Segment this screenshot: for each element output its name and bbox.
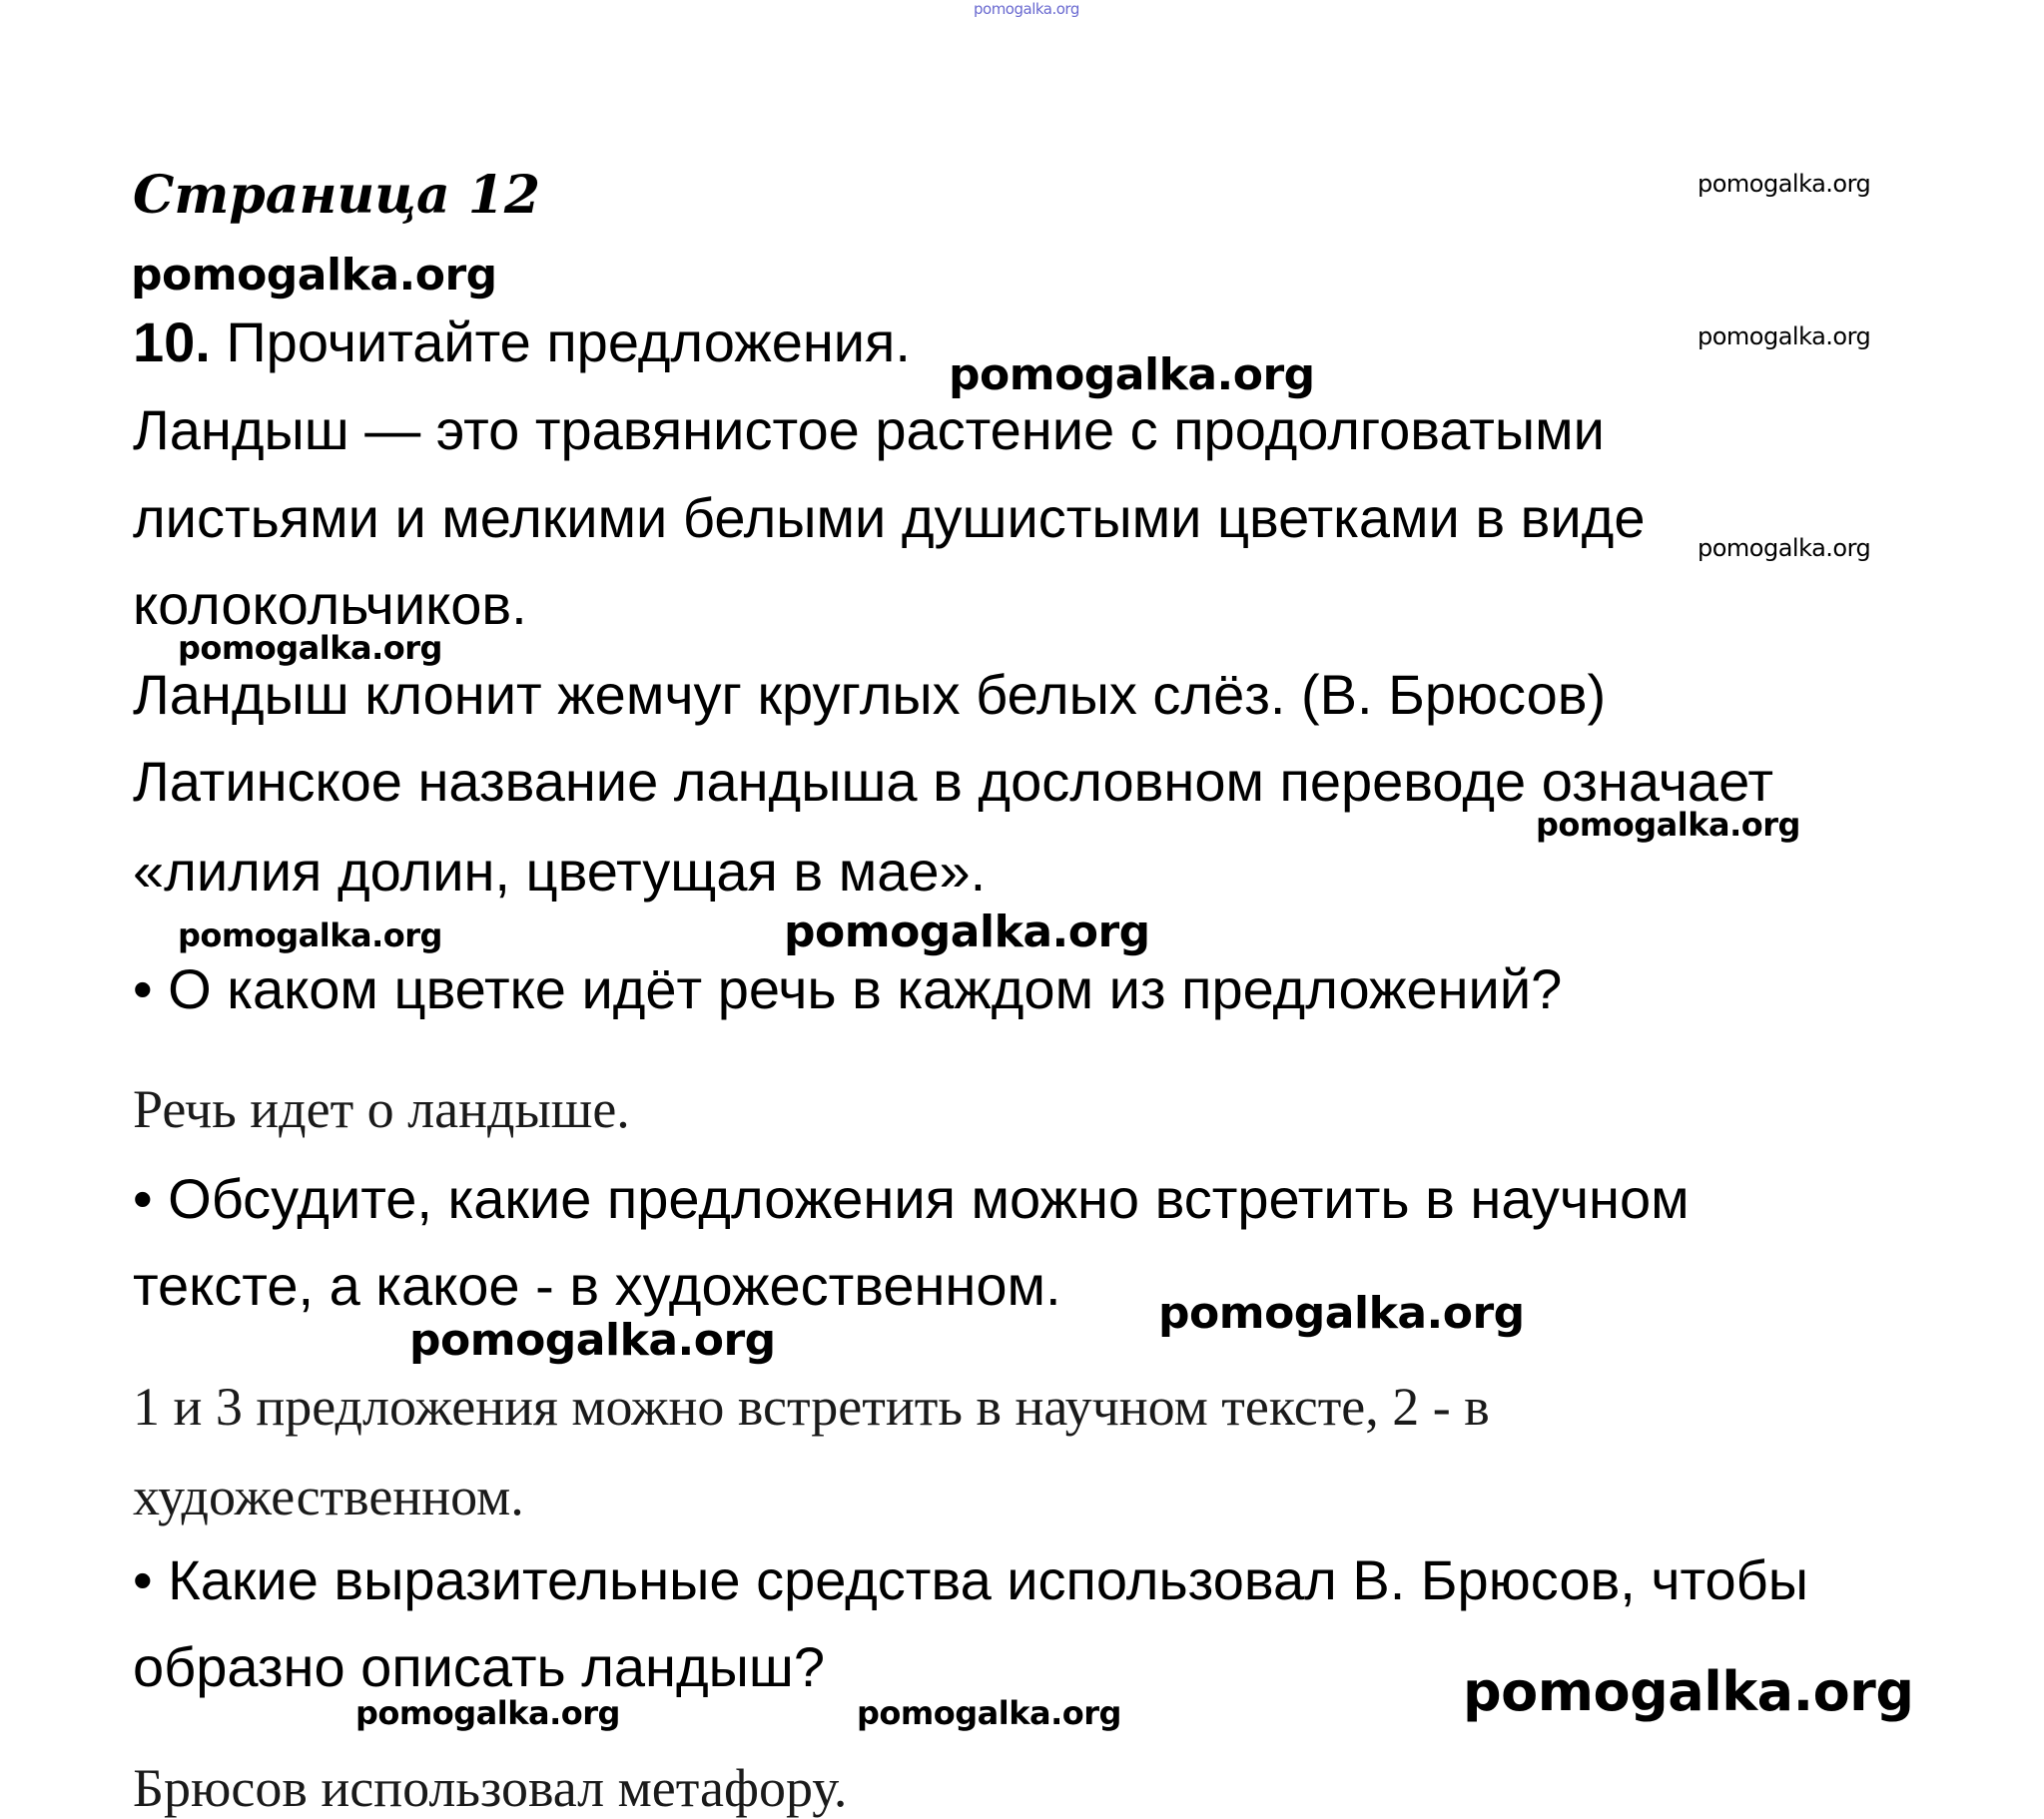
answer-1: Речь идет о ландыше. [133,1079,630,1139]
watermark: pomogalka.org [178,916,442,954]
answer-2-line-1: 1 и 3 предложения можно встретить в научном тексте, 2 - в [133,1377,1490,1437]
task-instruction: Прочитайте предложения. [226,310,911,373]
answer-2-line-2: художественном. [133,1467,524,1526]
task-number: 10. [133,310,211,373]
question-2-line-1: • Обсудите, какие предложения можно встретить в научном [133,1167,1690,1230]
watermark: pomogalka.org [857,1694,1121,1732]
question-1: • О каком цветке идёт речь в каждом из предложений? [133,957,1563,1020]
watermark: pomogalka.org [784,907,1150,957]
sentence-1-line-2: листьями и мелкими белыми душистыми цветками в виде [133,486,1646,549]
watermark: pomogalka.org [1158,1288,1525,1339]
sentence-1-line-3: колокольчиков. [133,573,527,636]
sentence-3-line-2: «лилия долин, цветущая в мае». [133,840,987,903]
watermark: pomogalka.org [1698,322,1871,350]
watermark-top: pomogalka.org [974,0,1079,18]
page-title: Страница 12 [133,165,541,226]
watermark: pomogalka.org [949,349,1315,400]
question-3-line-1: • Какие выразительные средства использовал В. Брюсов, чтобы [133,1548,1809,1611]
watermark: pomogalka.org [409,1315,776,1366]
watermark: pomogalka.org [1463,1660,1914,1723]
answer-3: Брюсов использовал метафору. [133,1758,848,1818]
question-3-line-2: образно описать ландыш? [133,1635,825,1698]
watermark: pomogalka.org [131,250,497,301]
watermark: pomogalka.org [1536,806,1800,844]
sentence-3-line-1: Латинское название ландыша в дословном переводе означает [133,750,1774,813]
sentence-1-line-1: Ландыш — это травянистое растение с продолговатыми [133,398,1605,461]
watermark: pomogalka.org [1698,170,1871,198]
sentence-2: Ландыш клонит жемчуг круглых белых слёз. (В. Брюсов) [133,663,1607,726]
question-2-line-2: тексте, а какое - в художественном. [133,1254,1061,1317]
task-heading [133,309,911,374]
watermark: pomogalka.org [178,629,442,667]
watermark: pomogalka.org [355,1694,620,1732]
watermark: pomogalka.org [1698,534,1871,562]
